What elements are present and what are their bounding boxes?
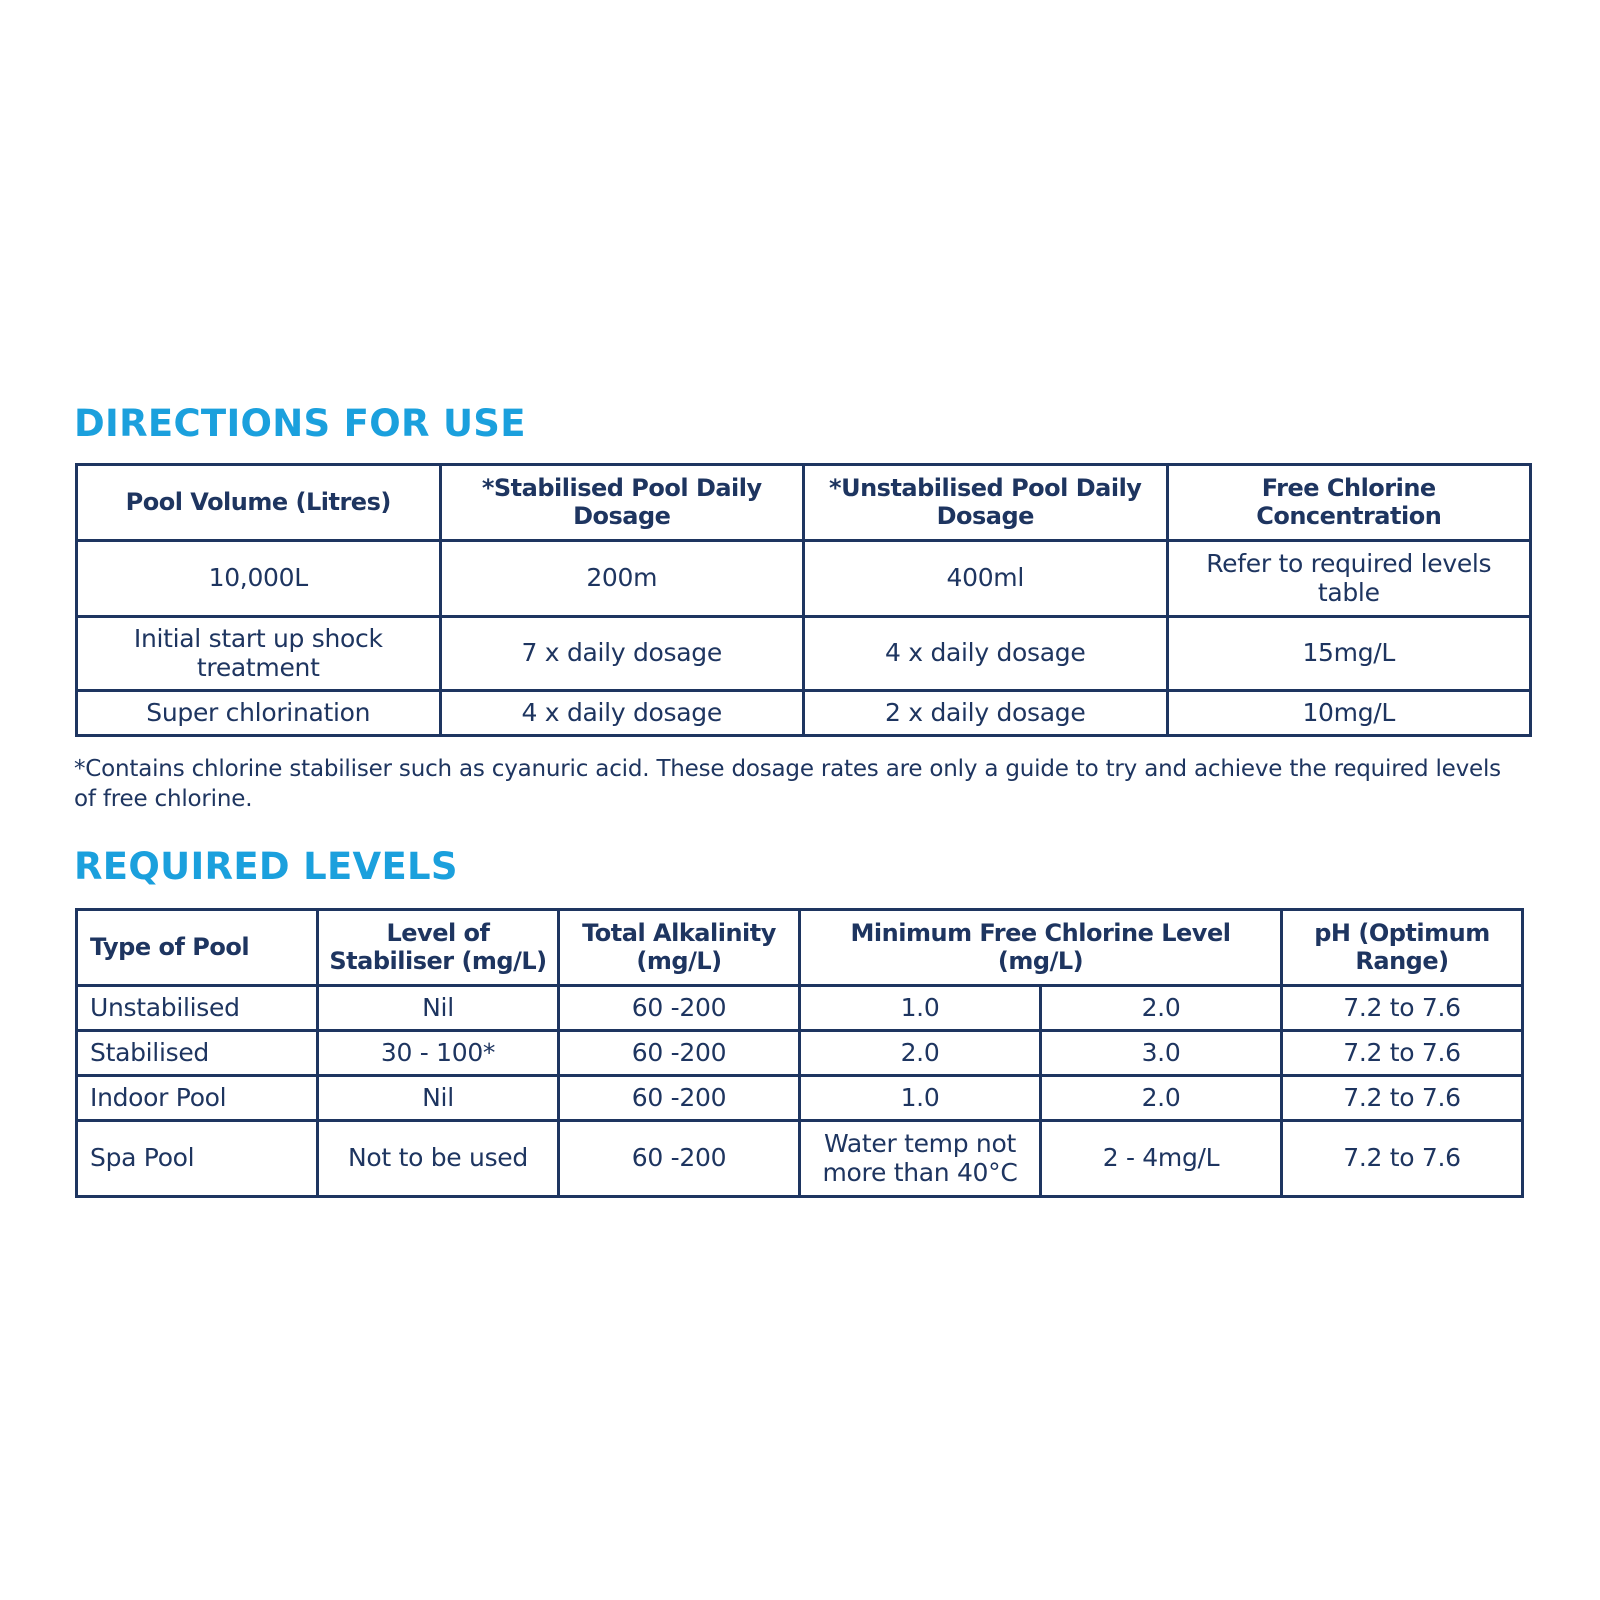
table-cell: 60 -200 [559,1121,800,1197]
table-cell: 7.2 to 7.6 [1282,1121,1523,1197]
table-cell: Stabilised [77,1031,318,1076]
table-cell: 400ml [804,541,1168,617]
table-cell: 2.0 [1041,1076,1282,1121]
levels-header-alkalinity: Total Alkalinity (mg/L) [559,910,800,986]
levels-header-type-of-pool: Type of Pool [77,910,318,986]
table-cell: 1.0 [800,1076,1041,1121]
table-cell: Not to be used [318,1121,559,1197]
table-cell: 7 x daily dosage [440,617,804,691]
table-cell: 4 x daily dosage [804,617,1168,691]
table-cell: 30 - 100* [318,1031,559,1076]
table-row [77,541,1531,617]
table-cell: 2 - 4mg/L [1041,1121,1282,1197]
table-cell: Indoor Pool [77,1076,318,1121]
table-cell: 10mg/L [1167,691,1531,736]
table-cell: 1.0 [800,986,1041,1031]
table-cell: 3.0 [1041,1031,1282,1076]
table-cell: 7.2 to 7.6 [1282,986,1523,1031]
directions-header-unstabilised-dosage: *Unstabilised Pool Daily Dosage [804,465,1168,541]
directions-table [75,463,1532,737]
levels-header-stabiliser: Level of Stabiliser (mg/L) [318,910,559,986]
table-cell: 10,000L [77,541,441,617]
table-cell: Nil [318,986,559,1031]
table-row [77,1121,1523,1197]
table-cell: Spa Pool [77,1121,318,1197]
levels-header-min-free-chlorine: Minimum Free Chlorine Level (mg/L) [800,910,1282,986]
directions-header-pool-volume: Pool Volume (Litres) [77,465,441,541]
table-cell: 2.0 [1041,986,1282,1031]
table-cell: 60 -200 [559,1076,800,1121]
table-cell: 4 x daily dosage [440,691,804,736]
table-cell: 7.2 to 7.6 [1282,1031,1523,1076]
directions-header-row [77,465,1531,541]
table-row [77,691,1531,736]
levels-header-row [77,910,1523,986]
table-cell: Refer to required levels table [1167,541,1531,617]
table-row [77,1031,1523,1076]
table-cell: 2.0 [800,1031,1041,1076]
directions-title: DIRECTIONS FOR USE [74,402,526,445]
table-row [77,617,1531,691]
table-cell: 2 x daily dosage [804,691,1168,736]
table-cell: 60 -200 [559,1031,800,1076]
table-cell: Water temp not more than 40°C [800,1121,1041,1197]
levels-header-ph: pH (Optimum Range) [1282,910,1523,986]
directions-header-free-chlorine: Free Chlorine Concentration [1167,465,1531,541]
directions-header-stabilised-dosage: *Stabilised Pool Daily Dosage [440,465,804,541]
table-row [77,1076,1523,1121]
table-cell: 7.2 to 7.6 [1282,1076,1523,1121]
table-cell: 60 -200 [559,986,800,1031]
table-cell: Initial start up shock treatment [77,617,441,691]
table-cell: Super chlorination [77,691,441,736]
required-levels-table [75,908,1524,1198]
table-cell: 15mg/L [1167,617,1531,691]
required-levels-title: REQUIRED LEVELS [74,845,458,888]
table-cell: Nil [318,1076,559,1121]
table-cell: Unstabilised [77,986,318,1031]
directions-footnote: *Contains chlorine stabiliser such as cyanuric acid. These dosage rates are only a guide to try and achieve the required levels of free chlorine. [74,756,1501,812]
table-row [77,986,1523,1031]
table-cell: 200m [440,541,804,617]
